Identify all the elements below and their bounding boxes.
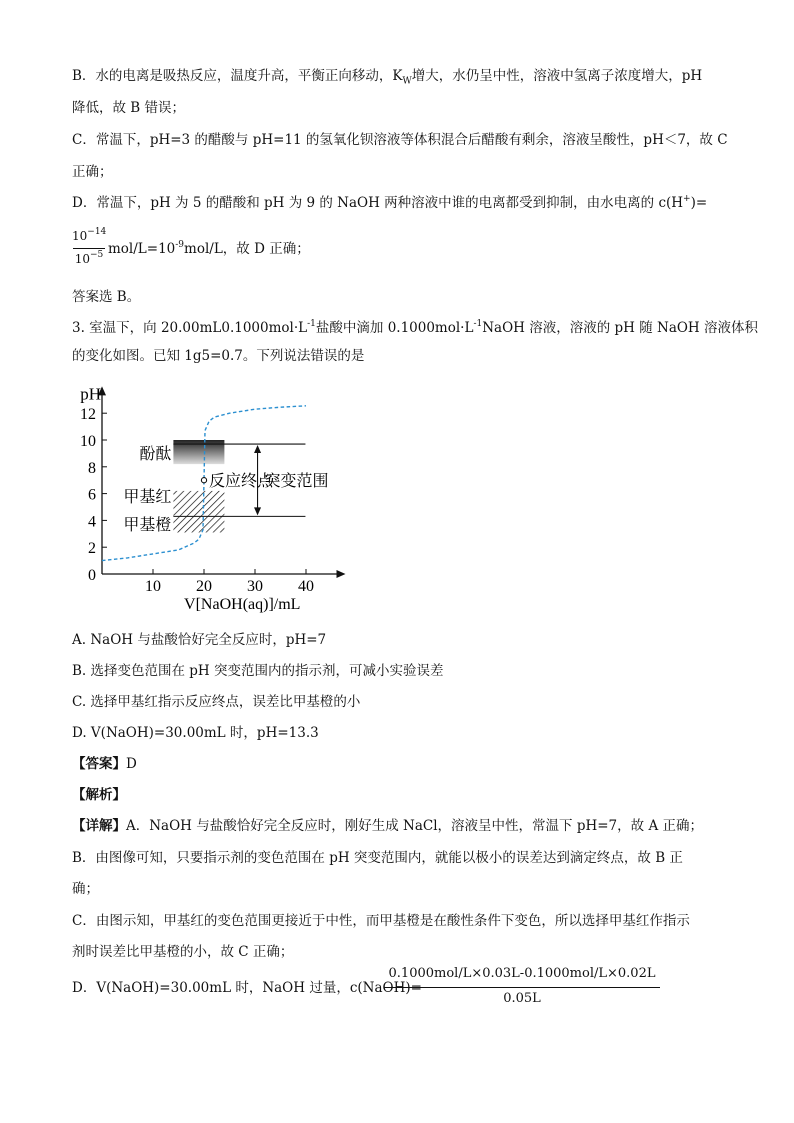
fraction-1-bar <box>73 248 105 249</box>
h-plus-sup: + <box>683 194 691 204</box>
jump-arrow-up <box>254 445 261 453</box>
y-tick-label: 6 <box>88 486 96 504</box>
x-axis-arrow <box>337 570 346 578</box>
text-b1: B．水的电离是吸热反应，温度升高，平衡正向移动，K <box>72 68 403 84</box>
answer-value: D <box>126 756 137 772</box>
y-tick-label: 8 <box>88 459 96 477</box>
explain-1 <box>72 817 703 835</box>
y-tick-label: 12 <box>80 406 96 424</box>
q3-text-c: NaOH 溶液，溶液的 pH 随 NaOH 溶液体积 <box>482 320 758 336</box>
text-d1: D．常温下，pH 为 5 的醋酸和 pH 为 9 的 NaOH 两种溶液中谁的电离都受到抑制，由水电离的 c(H <box>72 195 684 211</box>
exp-neg9: -9 <box>175 240 185 250</box>
y-tick-label: 2 <box>88 540 96 558</box>
frac1-den: 10 <box>74 252 90 266</box>
option-d: D. V(NaOH)=30.00mL 时，pH=13.3 <box>72 725 319 741</box>
endpoint-label: 反应终点 <box>209 473 274 491</box>
question-3-line1 <box>72 319 758 337</box>
explain-1-text: A．NaOH 与盐酸恰好完全反应时，刚好生成 NaCl，溶液呈中性，常温下 pH=7，故 A 正确； <box>126 818 703 834</box>
explain-5: 剂时误差比甲基橙的小，故 C 正确； <box>72 944 294 960</box>
y-tick-label: 10 <box>80 433 96 450</box>
line-b2: 降低，故 B 错误； <box>72 100 186 116</box>
x-tick-label: 30 <box>247 578 263 595</box>
fraction-2-denominator: 0.05L <box>503 991 541 1006</box>
indicator-label: 酚酞 <box>139 446 172 464</box>
text-d2a: mol/L=10 <box>108 241 176 257</box>
option-c: C. 选择甲基红指示反应终点，误差比甲基橙的小 <box>72 694 361 710</box>
line-ans-prev: 答案选 B。 <box>72 289 141 305</box>
line-d2 <box>108 240 310 258</box>
y-axis-label: pH <box>80 384 101 404</box>
question-3-line2: 的变化如图。已知 1g5=0.7。下列说法错误的是 <box>72 348 365 364</box>
answer-tag: 【答案】 <box>72 756 126 772</box>
frac1-den-exp: −5 <box>90 250 104 260</box>
explain-2: B．由图像可知，只要指示剂的变色范围在 pH 突变范围内，就能以极小的误差达到滴定终点，故 B 正 <box>72 850 683 866</box>
q3-text-a: 3. 室温下，向 20.00mL0.1000mol·L <box>72 320 308 336</box>
indicator-band <box>173 491 224 515</box>
x-tick-label: 20 <box>196 578 212 595</box>
text-b1-tail: 增大，水仍呈中性，溶液中氢离子浓度增大，pH <box>411 68 703 84</box>
text-d1-tail: )= <box>690 195 708 211</box>
line-b1 <box>72 67 702 85</box>
q3-sup-a: -1 <box>307 319 316 329</box>
explain-3: 确； <box>72 881 99 897</box>
fraction-1-numerator <box>72 229 106 243</box>
explain-6: D．V(NaOH)=30.00mL 时，NaOH 过量，c(NaOH)= <box>72 980 422 996</box>
line-c1: C．常温下，pH=3 的醋酸与 pH=11 的氢氧化钡溶液等体积混合后醋酸有剩余，溶液呈酸性，pH＜7，故 C <box>72 132 728 148</box>
q3-text-b: 盐酸中滴加 0.1000mol·L <box>315 320 474 336</box>
jump-arrow-down <box>254 507 261 515</box>
y-tick-label: 4 <box>88 513 96 531</box>
line-c2: 正确； <box>72 164 113 180</box>
option-b: B. 选择变色范围在 pH 突变范围内的指示剂，可减小实验误差 <box>72 663 444 679</box>
detail-tag: 【详解】 <box>72 818 126 834</box>
text-d2b: mol/L，故 D 正确； <box>184 241 310 257</box>
analysis-tag: 【解析】 <box>72 787 126 803</box>
indicator-band <box>173 515 224 532</box>
explain-4: C．由图示知，甲基红的变色范围更接近于中性，而甲基橙是在酸性条件下变色，所以选择甲基红作指示 <box>72 913 690 929</box>
indicator-label: 甲基红 <box>123 488 172 506</box>
answer-line <box>72 755 137 773</box>
fraction-2-bar <box>384 987 660 988</box>
indicator-label: 甲基橙 <box>123 517 172 535</box>
jump-range-label: 突变范围 <box>264 473 329 491</box>
frac1-num-exp: −14 <box>87 227 107 237</box>
kw-sub: W <box>402 76 412 87</box>
titration-chart <box>70 378 370 618</box>
fraction-2-numerator: 0.1000mol/L×0.03L-0.1000mol/L×0.02L <box>388 966 656 981</box>
option-a: A. NaOH 与盐酸恰好完全反应时，pH=7 <box>72 632 327 648</box>
fraction-1-denominator <box>72 252 106 266</box>
q3-sup-b: -1 <box>473 319 483 329</box>
frac1-num: 10 <box>72 229 88 243</box>
x-tick-label: 40 <box>298 578 314 595</box>
x-axis-label: V[NaOH(aq)]/mL <box>184 596 301 613</box>
y-tick-label: 0 <box>88 567 96 584</box>
x-tick-label: 10 <box>145 578 161 595</box>
endpoint-marker <box>201 478 206 483</box>
line-d1 <box>72 194 707 212</box>
